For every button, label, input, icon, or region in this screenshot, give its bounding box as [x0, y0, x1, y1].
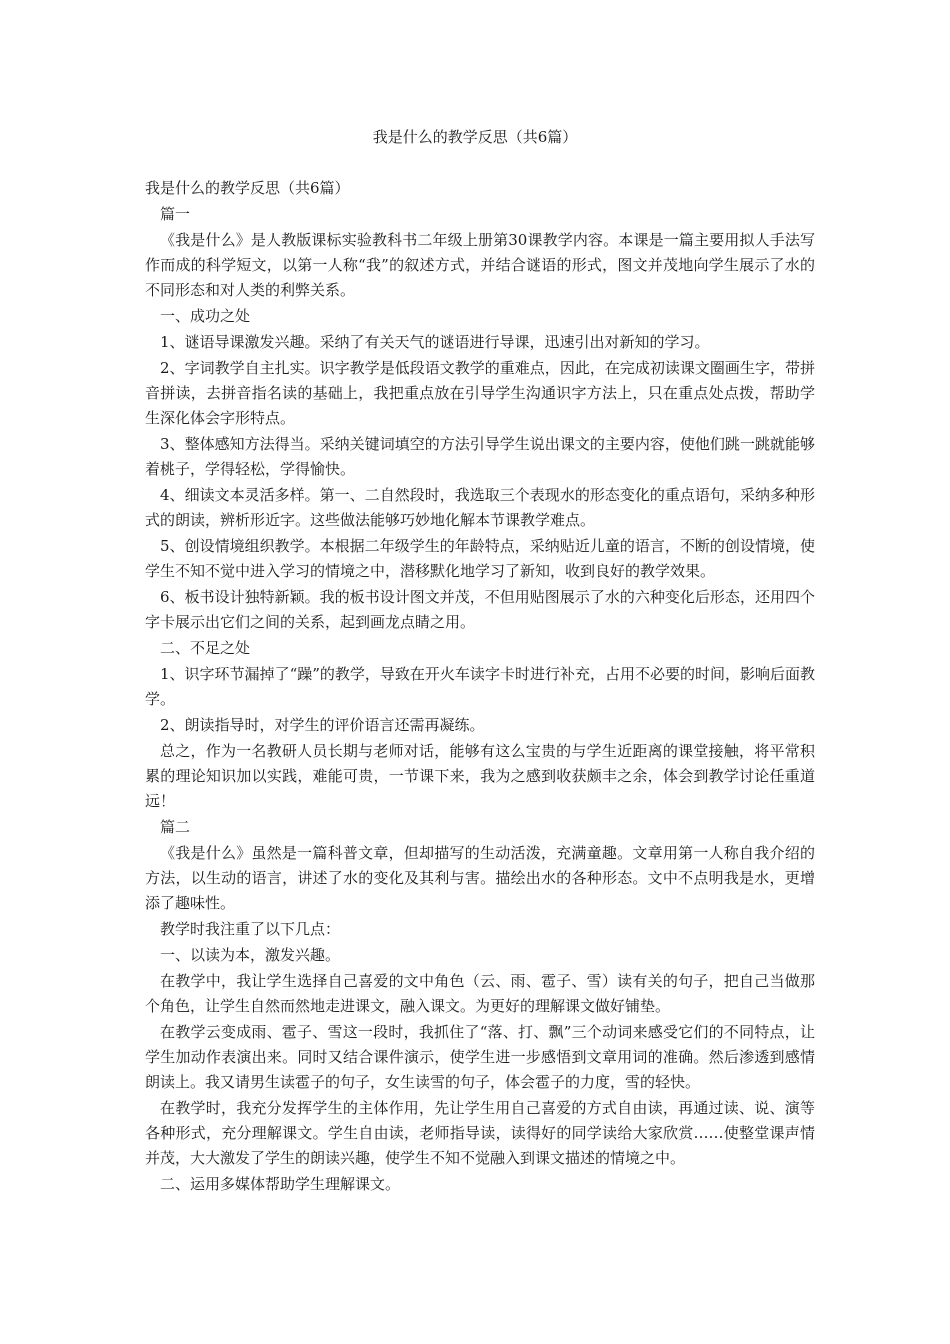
- paragraph: 《我是什么》是人教版课标实验教科书二年级上册第30课教学内容。本课是一篇主要用拟人手法写作而成的科学短文，以第一人称“我”的叙述方式，并结合谜语的形式，图文并茂地向学生展示了水的不同形态和对人类的利弊关系。: [145, 231, 815, 299]
- paragraph: 2、字词教学自主扎实。识字教学是低段语文教学的重难点，因此，在完成初读课文圈画生字，带拼音拼读，去拼音指名读的基础上，我把重点放在引导学生沟通识字方法上，只在重点处点拨，帮助学生深化体会字形特点。: [145, 359, 815, 427]
- paragraph: 3、整体感知方法得当。采纳关键词填空的方法引导学生说出课文的主要内容，使他们跳一跳就能够着桃子，学得轻松，学得愉快。: [145, 435, 815, 478]
- section-heading: 篇二: [160, 818, 191, 836]
- paragraph: 总之，作为一名教研人员长期与老师对话，能够有这么宝贵的与学生近距离的课堂接触，将平常积累的理论知识加以实践，难能可贵，一节课下来，我为之感到收获颇丰之余，体会到教学讨论任重道远！: [145, 742, 815, 810]
- paragraph: 1、识字环节漏掉了“躁”的教学，导致在开火车读字卡时进行补充，占用不必要的时间，影响后面教学。: [145, 665, 815, 708]
- document-body: [145, 176, 815, 1198]
- paragraph: 6、板书设计独特新颖。我的板书设计图文并茂，不但用贴图展示了水的六种变化后形态，还用四个字卡展示出它们之间的关系，起到画龙点睛之用。: [145, 588, 815, 631]
- paragraph: 在教学中，我让学生选择自己喜爱的文中角色（云、雨、雹子、雪）读有关的句子，把自己当做那个角色，让学生自然而然地走进课文，融入课文。为更好的理解课文做好铺垫。: [145, 972, 815, 1015]
- paragraph: 教学时我注重了以下几点：: [160, 920, 341, 938]
- paragraph: 1、谜语导课激发兴趣。采纳了有关天气的谜语进行导课，迅速引出对新知的学习。: [160, 333, 710, 351]
- section-heading: 一、成功之处: [160, 307, 251, 325]
- paragraph: 《我是什么》虽然是一篇科普文章，但却描写的生动活泼，充满童趣。文章用第一人称自我介绍的方法，以生动的语言，讲述了水的变化及其利与害。描绘出水的各种形态。文中不点明我是水，更增添了趣味性。: [145, 844, 815, 912]
- document-subtitle: 我是什么的教学反思（共6篇）: [145, 179, 350, 197]
- section-heading: 一、以读为本，激发兴趣。: [160, 946, 341, 964]
- section-heading: 二、运用多媒体帮助学生理解课文。: [160, 1175, 401, 1193]
- section-heading: 二、不足之处: [160, 639, 251, 657]
- paragraph: 在教学时，我充分发挥学生的主体作用，先让学生用自己喜爱的方式自由读，再通过读、说、演等各种形式，充分理解课文。学生自由读，老师指导读，读得好的同学读给大家欣赏……使整堂课声情并茂，大大激发了学生的朗读兴趣，使学生不知不觉融入到课文描述的情境之中。: [145, 1099, 815, 1167]
- section-heading: 篇一: [160, 205, 191, 223]
- paragraph: 4、细读文本灵活多样。第一、二自然段时，我选取三个表现水的形态变化的重点语句，采纳多种形式的朗读，辨析形近字。这些做法能够巧妙地化解本节课教学难点。: [145, 486, 815, 529]
- document-title: 我是什么的教学反思（共6篇）: [372, 128, 578, 146]
- paragraph: 2、朗读指导时，对学生的评价语言还需再凝练。: [160, 716, 485, 734]
- paragraph: 在教学云变成雨、雹子、雪这一段时，我抓住了“落、打、飘”三个动词来感受它们的不同特点，让学生加动作表演出来。同时又结合课件演示，使学生进一步感悟到文章用词的准确。然后渗透到感情朗读上。我又请男生读雹子的句子，女生读雪的句子，体会雹子的力度，雪的轻快。: [145, 1023, 815, 1091]
- paragraph: 5、创设情境组织教学。本根据二年级学生的年龄特点，采纳贴近儿童的语言，不断的创设情境，使学生不知不觉中进入学习的情境之中，潜移默化地学习了新知，收到良好的教学效果。: [145, 537, 815, 580]
